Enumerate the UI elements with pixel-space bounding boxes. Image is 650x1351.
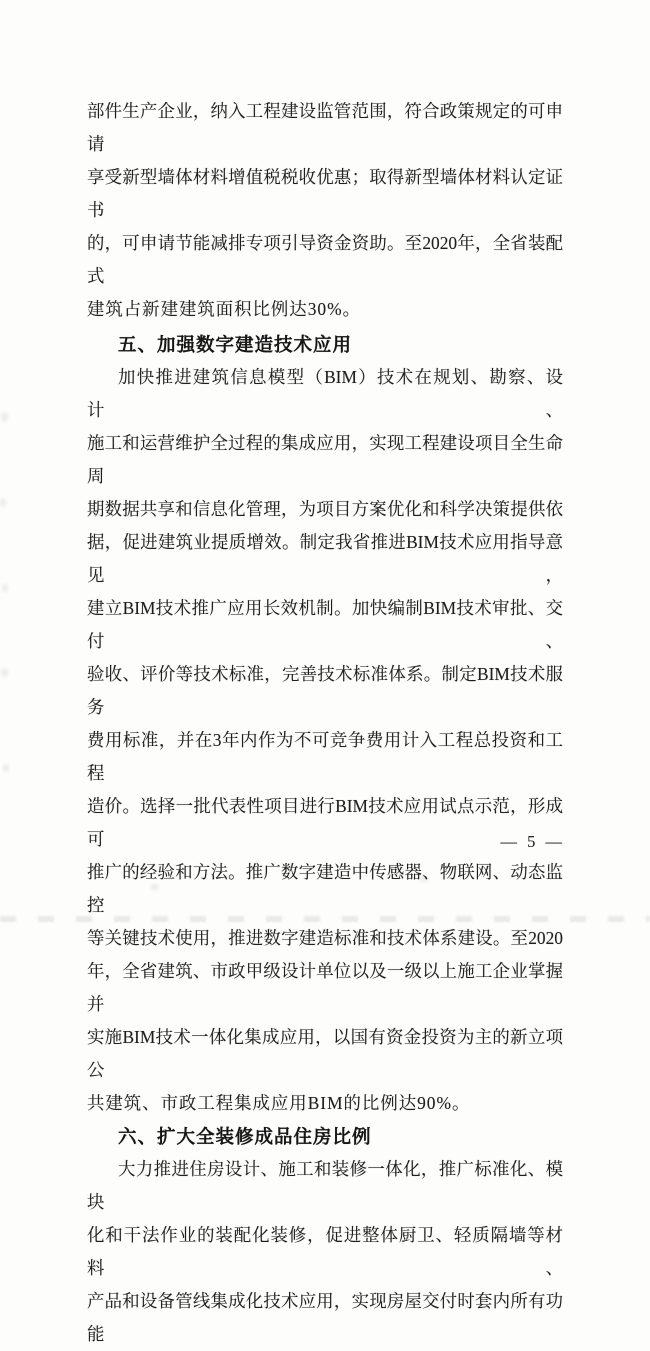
scan-edge-noise: [0, 916, 650, 922]
scan-artifact: [2, 584, 8, 592]
document-line: 推广的经验和方法。推广数字建造中传感器、物联网、动态监控: [87, 862, 563, 915]
scan-artifact: [0, 498, 6, 507]
document-line: 享受新型墙体材料增值税税收优惠；取得新型墙体材料认定证书: [87, 167, 563, 220]
scan-artifact: [150, 884, 159, 890]
document-line: 大力推进住房设计、施工和装修一体化，推广标准化、模块: [87, 1159, 563, 1212]
document-line: 年，全省建筑、市政甲级设计单位以及一级以上施工企业掌握并: [87, 961, 563, 1014]
document-line: 化和干法作业的装配化装修，促进整体厨卫、轻质隔墙等材料、: [87, 1225, 563, 1278]
document-line: 建立BIM技术推广应用长效机制。加快编制BIM技术审批、交付、: [87, 598, 563, 651]
document-line: 验收、评价等技术标准，完善技术标准体系。制定BIM技术服务: [87, 664, 563, 717]
document-page: [87, 95, 563, 1351]
document-line: 施工和运营维护全过程的集成应用，实现工程建设项目全生命周: [87, 433, 563, 486]
scan-artifact: [420, 876, 428, 882]
document-line: 期数据共享和信息化管理，为项目方案优化和科学决策提供依: [87, 499, 563, 519]
document-line: 建筑占新建建筑面积比例达30%。: [87, 299, 361, 319]
document-line: 等关键技术使用，推进数字建造标准和技术体系建设。至2020: [87, 928, 563, 948]
document-line: 据，促进建筑业提质增效。制定我省推进BIM技术应用指导意见，: [87, 532, 563, 585]
document-line: 实施BIM技术一体化集成应用，以国有资金投资为主的新立项公: [87, 1027, 563, 1080]
scan-artifact: [1, 668, 8, 677]
document-line: 共建筑、市政工程集成应用BIM的比例达90%。: [87, 1093, 471, 1113]
document-line: 造价。选择一批代表性项目进行BIM技术应用试点示范，形成可: [87, 796, 563, 849]
document-line: 加快推进建筑信息模型（BIM）技术在规划、勘察、设计、: [87, 367, 563, 420]
section-heading-5: 五、加强数字建造技术应用: [118, 334, 353, 355]
page-number: — 5 —: [500, 832, 565, 851]
document-line: 部件生产企业，纳入工程建设监管范围，符合政策规定的可申请: [87, 101, 563, 154]
document-line: 费用标准，并在3年内作为不可竞争费用计入工程总投资和工程: [87, 730, 563, 783]
document-line: 的，可申请节能减排专项引导资金资助。至2020年，全省装配式: [87, 233, 563, 286]
scan-artifact: [1, 412, 8, 422]
section-heading-6: 六、扩大全装修成品住房比例: [118, 1126, 372, 1147]
scan-artifact: [3, 764, 9, 772]
document-line: 产品和设备管线集成化技术应用，实现房屋交付时套内所有功能: [87, 1291, 563, 1344]
